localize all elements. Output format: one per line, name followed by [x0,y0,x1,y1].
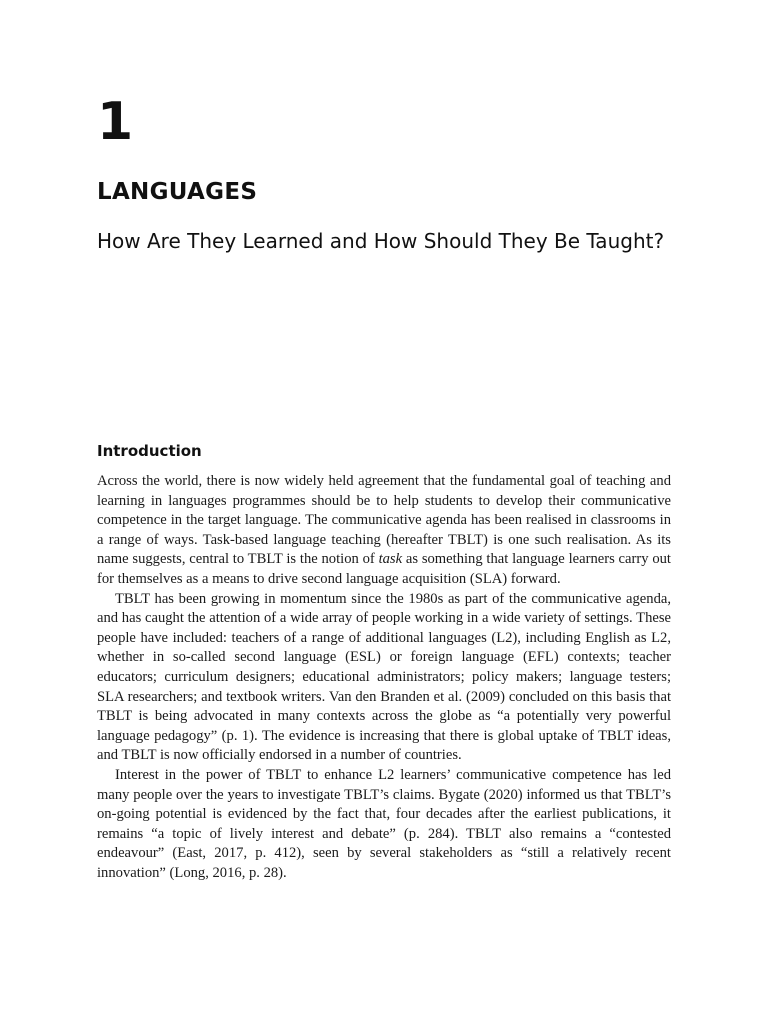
paragraph-1-text-b: as something that language learners carry out for themselves as a means to drive second language acquisition (SLA) forward. [97,551,671,587]
paragraph-1 [97,472,671,590]
chapter-number: 1 [97,92,134,152]
paragraph-2: TBLT has been growing in momentum since the 1980s as part of the communicative agenda, and has caught the attention of a wide array of people working in a wide variety of settings. These people have included: teachers of a range of additional languages (L2), including English as L2, whether in so-called second language (ESL) or foreign language (EFL) contexts; teacher educators; curriculum designers; educational administrators; policy makers; language testers; SLA researchers; and textbook writers. Van den Branden et al. (2009) concluded on this basis that TBLT is being advocated in many contexts across the globe as “a potentially very powerful language pedagogy” (p. 1). The evidence is increasing that there is global uptake of TBLT ideas, and TBLT is now officially endorsed in a number of countries. [97,590,671,764]
section-heading: Introduction [97,442,202,460]
paragraph-3: Interest in the power of TBLT to enhance L2 learners’ communicative competence has led many people over the years to investigate TBLT’s claims. Bygate (2020) informed us that TBLT’s on-going potential is evidenced by the fact that, four decades after the earliest publications, it remains “a topic of lively interest and debate” (p. 284). TBLT also remains a “contested endeavour” (East, 2017, p. 412), seen by several stakeholders as “still a relatively recent innovation” (Long, 2016, p. 28). [97,766,671,881]
chapter-title: LANGUAGES [97,179,258,205]
paragraph-1-italic-term: task [378,551,403,568]
chapter-subtitle: How Are They Learned and How Should They Be Taught? [97,229,665,253]
body-text [97,472,671,883]
paragraph-1-text-a: Across the world, there is now widely held agreement that the fundamental goal of teaching and learning in languages programmes should be to help students to develop their communicative competence in the target language. The communicative agenda has been realised in classrooms in a range of ways. Task-based language teaching (hereafter TBLT) is one such realisation. As its name suggests, central to TBLT is the notion of [97,473,671,568]
